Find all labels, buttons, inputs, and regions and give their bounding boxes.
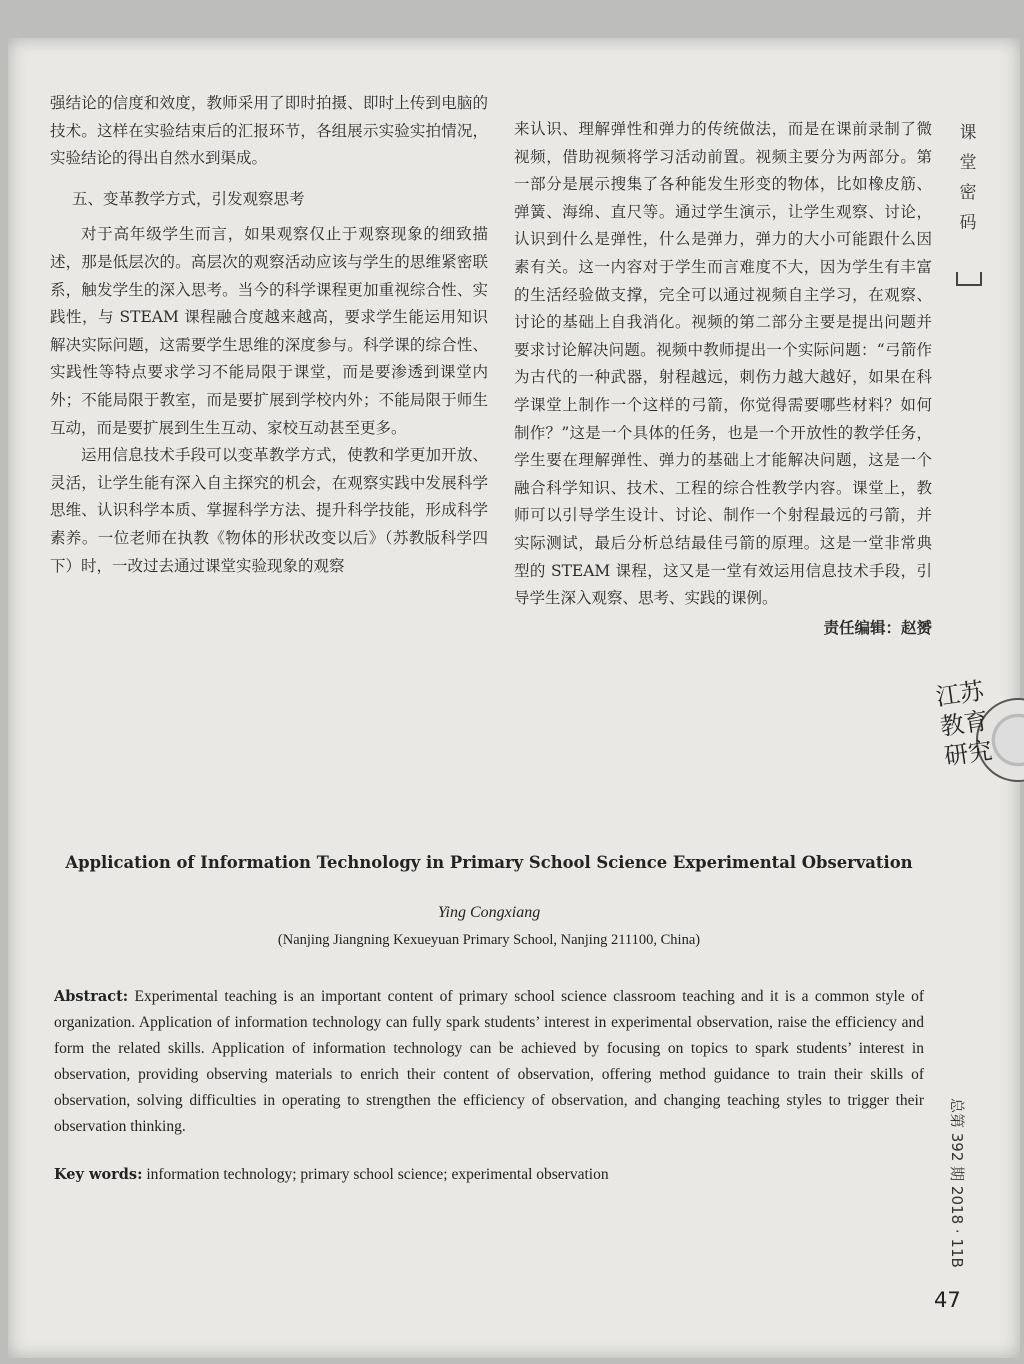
- abstract-label: Abstract:: [54, 988, 129, 1005]
- issue-info: [942, 1098, 972, 1278]
- section-heading: 五、变革教学方式，引发观察思考: [72, 189, 305, 208]
- left-column: [50, 90, 488, 580]
- editor-name: 赵赟: [900, 618, 932, 637]
- english-author: Ying Congxiang: [437, 904, 541, 921]
- abstract-text: Experimental teaching is an important content of primary school science classroom teaching and it is a common style of organization. Application of information technology can fully spark students’ interest in experimental observation, raise the efficiency and form the related skills. Application of information technology can be achieved by focusing on topics to spark students’ interest in observation, providing observing materials to enrich their content of observation, offering method guidance to train their skills of observation, solving difficulties in operating to strengthen the efficiency of observation, and changing teaching styles to trigger their observation thinking.: [54, 988, 924, 1135]
- page-number: 47: [934, 1288, 961, 1312]
- journal-logo-text: 江苏教育研究: [934, 676, 994, 771]
- left-para-1: 对于高年级学生而言，如果观察仅止于观察现象的细致描述，那是低层次的。高层次的观察活动应该与学生的思维紧密联系，触发学生的深入思考。当今的科学课程更加重视综合性、实践性，与 STEAM 课程融合度越来越高，要求学生能运用知识解决实际问题，这需要学生思维的深度参与。科学课的综合性、实践性等特点要求学习不能局限于课堂，而是要渗透到课堂内外；不能局限于教室，而是要扩展到学校内外；不能局限于师生互动，而是要扩展到生生互动、家校互动甚至更多。: [50, 225, 488, 437]
- english-title: Application of Information Technology in Primary School Science Experimental Observation: [65, 853, 913, 872]
- right-para-continued: 来认识、理解弹性和弹力的传统做法，而是在课前录制了微视频，借助视频将学习活动前置。视频主要分为两部分。第一部分是展示搜集了各种能发生形变的物体，比如橡皮筋、弹簧、海绵、直尺等。通过学生演示，让学生观察、讨论，认识到什么是弹性，什么是弹力，弹力的大小可能跟什么因素有关。这一内容对于学生而言难度不大，因为学生有丰富的生活经验做支撑，完全可以通过视频自主学习，在观察、讨论的基础上自我消化。视频的第二部分主要是提出问题并要求讨论解决问题。视频中教师提出一个实际问题：“弓箭作为古代的一种武器，射程越远，刺伤力越大越好，如果在科学课堂上制作一个这样的弓箭，你觉得需要哪些材料？如何制作？”这是一个具体的任务，也是一个开放性的教学任务，学生要在理解弹性、弹力的基础上才能解决问题，这是一个融合科学知识、技术、工程的综合性教学内容。课堂上，教师可以引导学生设计、讨论、制作一个射程最远的弓箭，并实际测试，最后分析总结最佳弓箭的原理。这是一堂非常典型的 STEAM 课程，这又是一堂有效运用信息技术手段，引导学生深入观察、思考、实践的课例。: [514, 120, 932, 608]
- responsible-editor: [514, 615, 932, 643]
- left-para-continued: 强结论的信度和效度，教师采用了即时拍摄、即时上传到电脑的技术。这样在实验结束后的汇报环节，各组展示实验实拍情况，实验结论的得出自然水到渠成。: [50, 94, 488, 168]
- bracket-icon: [956, 272, 982, 286]
- english-affiliation: (Nanjing Jiangning Kexueyuan Primary School, Nanjing 211100, China): [277, 932, 701, 948]
- left-para-2: 运用信息技术手段可以变革教学方式，使教和学更加开放、灵活，让学生能有深入自主探究的机会，在观察实践中发展科学思维、认识科学本质、掌握科学方法、提升科学技能，形成科学素养。一位老师在执教《物体的形状改变以后》（苏教版科学四下）时，一改过去通过课堂实验现象的观察: [50, 446, 488, 575]
- journal-logo: [936, 678, 1016, 818]
- english-keywords: [54, 1166, 924, 1184]
- keywords-text: information technology; primary school science; experimental observation: [146, 1166, 609, 1183]
- issue-text: 总第 392 期 2018 · 11B: [948, 1098, 966, 1268]
- english-abstract: [54, 984, 924, 1140]
- right-column: [514, 116, 932, 642]
- page-sidebar: [934, 38, 1020, 1358]
- page-content: [44, 38, 934, 1358]
- keywords-label: Key words:: [54, 1166, 143, 1183]
- section-tag: 课堂密码: [959, 123, 977, 233]
- journal-page: [8, 38, 1020, 1358]
- editor-label: 责任编辑：: [823, 618, 901, 637]
